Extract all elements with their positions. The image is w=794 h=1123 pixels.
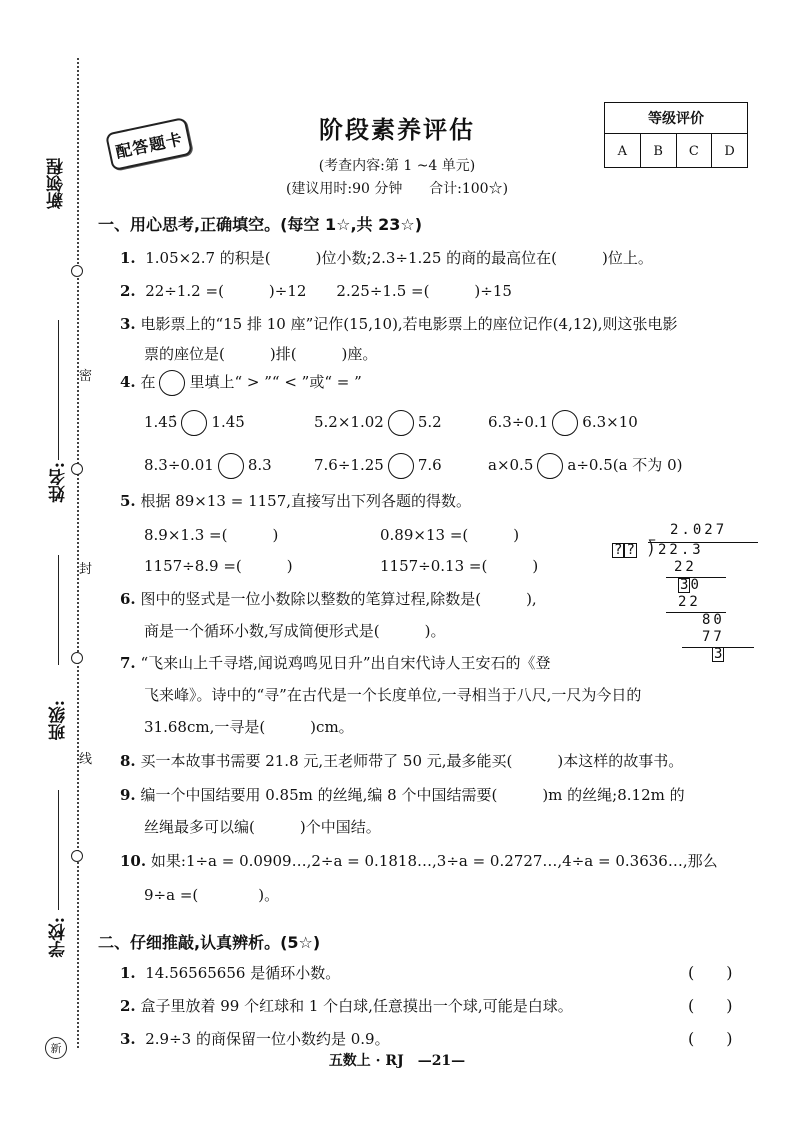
compare-circle[interactable] xyxy=(181,410,207,436)
question-number: 1. xyxy=(120,964,136,982)
binding-ring xyxy=(71,652,83,664)
scope-line: (考查内容:第 1 ~4 单元) xyxy=(318,158,476,174)
compare-left: a×0.5 xyxy=(488,456,534,474)
question-number: 2. xyxy=(120,997,136,1015)
answer-parens[interactable]: ( ) xyxy=(688,963,733,982)
question-10 xyxy=(120,850,718,871)
school-label: 学校: xyxy=(49,917,69,958)
compare-circle[interactable] xyxy=(388,410,414,436)
compare-right: 6.3×10 xyxy=(582,413,638,431)
question-number: 8. xyxy=(120,752,136,770)
question-7-cont: 31.68cm,一寻是( )cm。 xyxy=(144,718,354,736)
question-text: 2.9÷3 的商保留一位小数约是 0.9。 xyxy=(145,1030,390,1048)
question-text: 14.56565656 是循环小数。 xyxy=(145,964,341,982)
binding-ring xyxy=(71,463,83,475)
compare-left: 7.6÷1.25 xyxy=(314,456,384,474)
brand-label: 新领程 xyxy=(47,158,67,209)
question-text: 盒子里放着 99 个红球和 1 个白球,任意摸出一个球,可能是白球。 xyxy=(140,997,573,1015)
question-6-cont: 商是一个循环小数,写成简便形式是( )。 xyxy=(144,622,446,640)
question-number: 6. xyxy=(120,590,136,608)
class-line xyxy=(58,555,59,665)
question-text: 如果:1÷a = 0.0909…,2÷a = 0.1818…,3÷a = 0.2727…,4÷a = 0.3636…,那么 xyxy=(150,852,718,870)
question-text: 买一本故事书需要 21.8 元,王老师带了 50 元,最多能买( )本这样的故事书。 xyxy=(140,752,684,770)
question-4 xyxy=(120,370,362,396)
binding-ring xyxy=(71,265,83,277)
grade-cell[interactable]: A xyxy=(605,134,641,168)
answer-parens[interactable]: ( ) xyxy=(688,996,733,1015)
judge-item xyxy=(120,962,340,983)
q5-item: 1157÷8.9 =( ) xyxy=(144,557,293,575)
compare-left: 6.3÷0.1 xyxy=(488,413,549,431)
binding-dotted-line xyxy=(77,58,79,1048)
page-footer: 五数上 · RJ —21— xyxy=(328,1053,466,1069)
compare-right: a÷0.5(a 不为 0) xyxy=(567,456,683,474)
division-step: 77 xyxy=(702,629,725,645)
question-10-cont: 9÷a =( )。 xyxy=(144,886,280,904)
q5-item: 1157÷0.13 =( ) xyxy=(380,557,539,575)
compare-circle[interactable] xyxy=(388,453,414,479)
binding-ring xyxy=(71,850,83,862)
question-number: 9. xyxy=(120,786,136,804)
division-quotient: 2.027 xyxy=(670,522,728,538)
publisher-logo: 新 xyxy=(45,1037,67,1059)
long-division xyxy=(612,522,762,662)
question-number: 7. xyxy=(120,654,136,672)
suggested-time: (建议用时:90 分钟 xyxy=(285,181,403,197)
question-number: 1. xyxy=(120,249,136,267)
compare-right: 8.3 xyxy=(247,456,272,474)
time-total-line xyxy=(0,178,794,198)
question-9 xyxy=(120,784,685,805)
compare-right: 7.6 xyxy=(417,456,442,474)
page-title: 阶段素养评估 xyxy=(319,115,475,144)
compare-row xyxy=(488,410,638,436)
question-text: “飞来山上千寻塔,闻说鸡鸣见日升”出自宋代诗人王安石的《登 xyxy=(140,654,551,672)
division-step: 3 0 xyxy=(680,577,702,593)
question-7 xyxy=(120,652,551,673)
question-8 xyxy=(120,750,683,771)
question-text: 22÷1.2 =( )÷12 2.25÷1.5 =( )÷15 xyxy=(145,282,512,300)
division-dividend: 22.3 xyxy=(658,542,704,558)
judge-item xyxy=(120,1028,390,1049)
question-text: 根据 89×13 = 1157,直接写出下列各题的得数。 xyxy=(140,492,472,510)
q5-item: 8.9×1.3 =( ) xyxy=(144,526,279,544)
division-bracket: ⟌ xyxy=(648,540,659,561)
compare-row xyxy=(144,453,272,479)
compare-row xyxy=(488,453,682,479)
compare-left: 5.2×1.02 xyxy=(314,413,384,431)
compare-circle[interactable] xyxy=(537,453,563,479)
question-number: 10. xyxy=(120,852,147,870)
question-number: 4. xyxy=(120,373,136,391)
answer-card-stamp: 配答题卡 xyxy=(105,117,193,171)
division-step: 80 xyxy=(702,612,725,628)
seal-char: 密 xyxy=(79,369,93,384)
division-step: 22 xyxy=(678,594,701,610)
question-2 xyxy=(120,280,512,301)
question-9-cont: 丝绳最多可以编( )个中国结。 xyxy=(144,818,381,836)
question-5 xyxy=(120,490,471,511)
total-score: 合计:100☆) xyxy=(429,181,509,197)
grade-cell[interactable]: B xyxy=(641,134,677,168)
compare-row xyxy=(314,453,442,479)
class-label: 班级: xyxy=(49,700,69,741)
question-3-cont: 票的座位是( )排( )座。 xyxy=(144,345,378,363)
question-text: 里填上“ > ”“ < ”或“ = ” xyxy=(189,373,362,391)
section2-heading: 二、仔细推敲,认真辨析。(5☆) xyxy=(98,933,321,952)
division-step: 22 xyxy=(674,559,697,575)
compare-right: 1.4̇5̇ xyxy=(211,413,245,431)
question-1 xyxy=(120,247,653,268)
grade-cell[interactable]: D xyxy=(724,143,735,159)
question-text: 编一个中国结要用 0.85m 的丝绳,编 8 个中国结需要( )m 的丝绳;8.12m 的 xyxy=(140,786,685,804)
division-remainder: 3 xyxy=(714,646,723,662)
grade-title: 等级评价 xyxy=(605,103,747,134)
name-label: 姓名: xyxy=(49,462,69,503)
school-line xyxy=(58,790,59,910)
question-text: 电影票上的“15 排 10 座”记作(15,10),若电影票上的座位记作(4,12),则这张电影 xyxy=(140,315,678,333)
question-number: 3. xyxy=(120,1030,136,1048)
question-6 xyxy=(120,588,537,609)
compare-left: 8.3÷0.01 xyxy=(144,456,214,474)
question-number: 3. xyxy=(120,315,136,333)
compare-circle-icon xyxy=(159,370,185,396)
division-divisor: ? ? xyxy=(614,542,635,558)
grade-table xyxy=(604,102,748,168)
question-text: 在 xyxy=(140,373,156,391)
question-text: 图中的竖式是一位小数除以整数的笔算过程,除数是( ), xyxy=(140,590,537,608)
name-line xyxy=(58,320,59,460)
question-text: 1.05×2.7 的积是( )位小数;2.3÷1.25 的商的最高位在( )位上。 xyxy=(145,249,653,267)
compare-right: 5.2 xyxy=(417,413,442,431)
judge-item xyxy=(120,995,573,1016)
compare-row xyxy=(314,410,442,436)
seal-char: 线 xyxy=(79,752,93,767)
seal-char: 封 xyxy=(79,562,93,577)
answer-parens[interactable]: ( ) xyxy=(688,1029,733,1048)
section1-heading: 一、用心思考,正确填空。(每空 1☆,共 23☆) xyxy=(98,215,423,234)
question-3 xyxy=(120,313,678,334)
compare-circle[interactable] xyxy=(218,453,244,479)
compare-left: 1.45̇ xyxy=(144,413,178,431)
compare-row xyxy=(144,410,245,436)
question-number: 5. xyxy=(120,492,136,510)
question-number: 2. xyxy=(120,282,136,300)
compare-circle[interactable] xyxy=(552,410,578,436)
grade-cell[interactable]: C xyxy=(677,134,713,168)
question-7-cont: 飞来峰》。诗中的“寻”在古代是一个长度单位,一寻相当于八尺,一尺为今日的 xyxy=(144,686,642,704)
q5-item: 0.89×13 =( ) xyxy=(380,526,520,544)
